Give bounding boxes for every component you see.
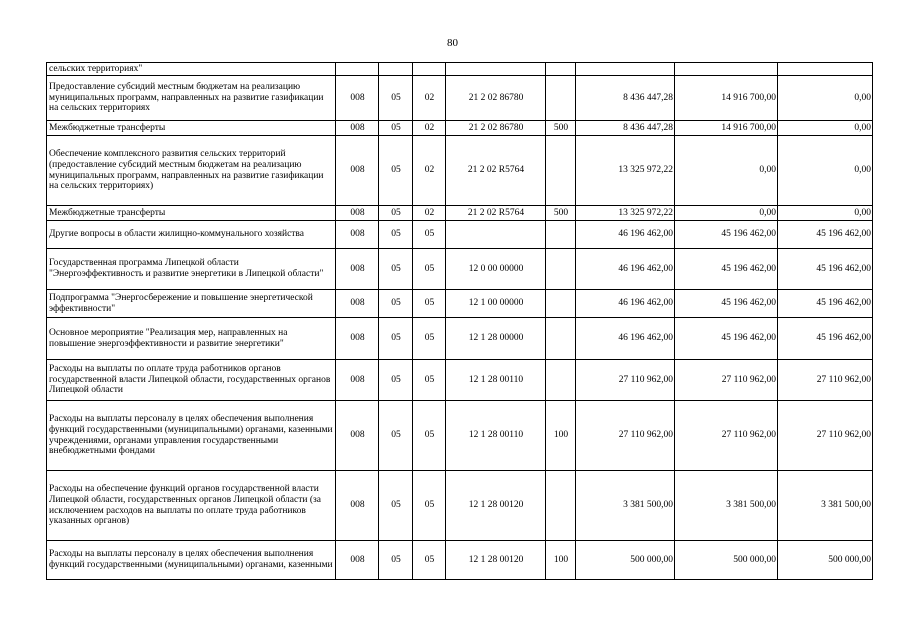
sum-year-2: 3 381 500,00 xyxy=(675,471,778,541)
sum-year-1: 8 436 447,28 xyxy=(576,121,675,136)
ministry-code: 008 xyxy=(336,471,379,541)
table-row xyxy=(47,76,873,121)
row-name: Подпрограмма "Энергосбережение и повышение энергетической эффективности" xyxy=(47,290,336,318)
target-code: 21 2 02 86780 xyxy=(446,121,546,136)
sum-year-2: 27 110 962,00 xyxy=(675,401,778,471)
table-row xyxy=(47,360,873,401)
sum-year-1: 46 196 462,00 xyxy=(576,318,675,360)
section-code: 05 xyxy=(379,541,413,580)
expense-type-code xyxy=(546,76,576,121)
sum-year-1 xyxy=(576,63,675,76)
sum-year-1: 27 110 962,00 xyxy=(576,360,675,401)
ministry-code: 008 xyxy=(336,221,379,249)
expense-type-code xyxy=(546,318,576,360)
sum-year-2: 14 916 700,00 xyxy=(675,76,778,121)
table-row xyxy=(47,136,873,206)
sum-year-1: 8 436 447,28 xyxy=(576,76,675,121)
row-name: Расходы на выплаты персоналу в целях обеспечения выполнения функций государственными (муниципальными) органами, казенными xyxy=(47,541,336,580)
expense-type-code: 500 xyxy=(546,206,576,221)
subsection-code: 05 xyxy=(413,541,446,580)
target-code xyxy=(446,63,546,76)
sum-year-3: 45 196 462,00 xyxy=(778,318,873,360)
subsection-code xyxy=(413,63,446,76)
section-code: 05 xyxy=(379,318,413,360)
table-row xyxy=(47,318,873,360)
sum-year-3: 45 196 462,00 xyxy=(778,249,873,290)
table-row xyxy=(47,401,873,471)
row-name: Расходы на выплаты по оплате труда работников органов государственной власти Липецкой области, государственных органов Липецкой области xyxy=(47,360,336,401)
sum-year-2: 27 110 962,00 xyxy=(675,360,778,401)
sum-year-3: 3 381 500,00 xyxy=(778,471,873,541)
sum-year-2: 45 196 462,00 xyxy=(675,249,778,290)
section-code: 05 xyxy=(379,206,413,221)
ministry-code: 008 xyxy=(336,401,379,471)
table-row xyxy=(47,471,873,541)
sum-year-3 xyxy=(778,63,873,76)
sum-year-2: 14 916 700,00 xyxy=(675,121,778,136)
section-code xyxy=(379,63,413,76)
target-code: 21 2 02 R5764 xyxy=(446,206,546,221)
sum-year-3: 27 110 962,00 xyxy=(778,360,873,401)
row-name: сельских территориях" xyxy=(47,63,336,76)
target-code: 12 0 00 00000 xyxy=(446,249,546,290)
ministry-code: 008 xyxy=(336,249,379,290)
ministry-code: 008 xyxy=(336,206,379,221)
target-code: 12 1 28 00110 xyxy=(446,360,546,401)
section-code: 05 xyxy=(379,121,413,136)
sum-year-2: 0,00 xyxy=(675,136,778,206)
expense-type-code xyxy=(546,471,576,541)
sum-year-1: 3 381 500,00 xyxy=(576,471,675,541)
sum-year-1: 13 325 972,22 xyxy=(576,206,675,221)
subsection-code: 02 xyxy=(413,136,446,206)
sum-year-3: 0,00 xyxy=(778,76,873,121)
table-row xyxy=(47,121,873,136)
ministry-code: 008 xyxy=(336,76,379,121)
row-name: Предоставление субсидий местным бюджетам на реализацию муниципальных программ, направленных на развитие газификации на сельских территориях xyxy=(47,76,336,121)
sum-year-2: 45 196 462,00 xyxy=(675,318,778,360)
sum-year-1: 500 000,00 xyxy=(576,541,675,580)
sum-year-1: 27 110 962,00 xyxy=(576,401,675,471)
row-name: Другие вопросы в области жилищно-коммунального хозяйства xyxy=(47,221,336,249)
row-name: Государственная программа Липецкой области "Энергоэффективность и развитие энергетики в Липецкой области" xyxy=(47,249,336,290)
sum-year-3: 0,00 xyxy=(778,136,873,206)
subsection-code: 05 xyxy=(413,249,446,290)
section-code: 05 xyxy=(379,136,413,206)
subsection-code: 05 xyxy=(413,318,446,360)
sum-year-2: 0,00 xyxy=(675,206,778,221)
expense-type-code xyxy=(546,360,576,401)
sum-year-1: 13 325 972,22 xyxy=(576,136,675,206)
sum-year-2: 500 000,00 xyxy=(675,541,778,580)
sum-year-2: 45 196 462,00 xyxy=(675,290,778,318)
ministry-code: 008 xyxy=(336,121,379,136)
ministry-code xyxy=(336,63,379,76)
subsection-code: 02 xyxy=(413,206,446,221)
expense-type-code: 100 xyxy=(546,401,576,471)
table-row xyxy=(47,249,873,290)
sum-year-3: 45 196 462,00 xyxy=(778,290,873,318)
row-name: Обеспечение комплексного развития сельских территорий (предоставление субсидий местным бюджетам на реализацию муниципальных программ, направленных на развитие газификации на сельских территориях) xyxy=(47,136,336,206)
expense-type-code xyxy=(546,249,576,290)
sum-year-1: 46 196 462,00 xyxy=(576,290,675,318)
target-code: 12 1 28 00000 xyxy=(446,318,546,360)
row-name: Расходы на выплаты персоналу в целях обеспечения выполнения функций государственными (муниципальными) органами, казенными учреждениями, органами управления государственными внебюджетными фондами xyxy=(47,401,336,471)
subsection-code: 02 xyxy=(413,121,446,136)
sum-year-1: 46 196 462,00 xyxy=(576,221,675,249)
section-code: 05 xyxy=(379,221,413,249)
sum-year-3: 0,00 xyxy=(778,121,873,136)
sum-year-2: 45 196 462,00 xyxy=(675,221,778,249)
sum-year-2 xyxy=(675,63,778,76)
expense-type-code: 100 xyxy=(546,541,576,580)
sum-year-3: 0,00 xyxy=(778,206,873,221)
sum-year-3: 45 196 462,00 xyxy=(778,221,873,249)
subsection-code: 05 xyxy=(413,221,446,249)
subsection-code: 05 xyxy=(413,471,446,541)
section-code: 05 xyxy=(379,249,413,290)
expense-type-code xyxy=(546,136,576,206)
target-code: 12 1 00 00000 xyxy=(446,290,546,318)
ministry-code: 008 xyxy=(336,318,379,360)
target-code: 12 1 28 00110 xyxy=(446,401,546,471)
table-row xyxy=(47,221,873,249)
row-name: Основное мероприятие "Реализация мер, направленных на повышение энергоэффективности и развитие энергетики" xyxy=(47,318,336,360)
target-code xyxy=(446,221,546,249)
expense-type-code xyxy=(546,290,576,318)
sum-year-3: 27 110 962,00 xyxy=(778,401,873,471)
row-name: Межбюджетные трансферты xyxy=(47,206,336,221)
budget-table xyxy=(46,62,873,580)
table-row xyxy=(47,541,873,580)
table-row xyxy=(47,63,873,76)
expense-type-code: 500 xyxy=(546,121,576,136)
subsection-code: 05 xyxy=(413,401,446,471)
subsection-code: 05 xyxy=(413,290,446,318)
table-row xyxy=(47,206,873,221)
table-row xyxy=(47,290,873,318)
target-code: 21 2 02 R5764 xyxy=(446,136,546,206)
section-code: 05 xyxy=(379,290,413,318)
row-name: Расходы на обеспечение функций органов государственной власти Липецкой области, государственных органов Липецкой области (за исключением расходов на выплаты по оплате труда работников указанных органов) xyxy=(47,471,336,541)
ministry-code: 008 xyxy=(336,136,379,206)
section-code: 05 xyxy=(379,401,413,471)
section-code: 05 xyxy=(379,76,413,121)
target-code: 12 1 28 00120 xyxy=(446,541,546,580)
ministry-code: 008 xyxy=(336,360,379,401)
row-name: Межбюджетные трансферты xyxy=(47,121,336,136)
ministry-code: 008 xyxy=(336,541,379,580)
subsection-code: 05 xyxy=(413,360,446,401)
sum-year-1: 46 196 462,00 xyxy=(576,249,675,290)
target-code: 12 1 28 00120 xyxy=(446,471,546,541)
section-code: 05 xyxy=(379,360,413,401)
sum-year-3: 500 000,00 xyxy=(778,541,873,580)
subsection-code: 02 xyxy=(413,76,446,121)
ministry-code: 008 xyxy=(336,290,379,318)
expense-type-code xyxy=(546,63,576,76)
target-code: 21 2 02 86780 xyxy=(446,76,546,121)
page-number: 80 xyxy=(447,37,458,49)
expense-type-code xyxy=(546,221,576,249)
section-code: 05 xyxy=(379,471,413,541)
